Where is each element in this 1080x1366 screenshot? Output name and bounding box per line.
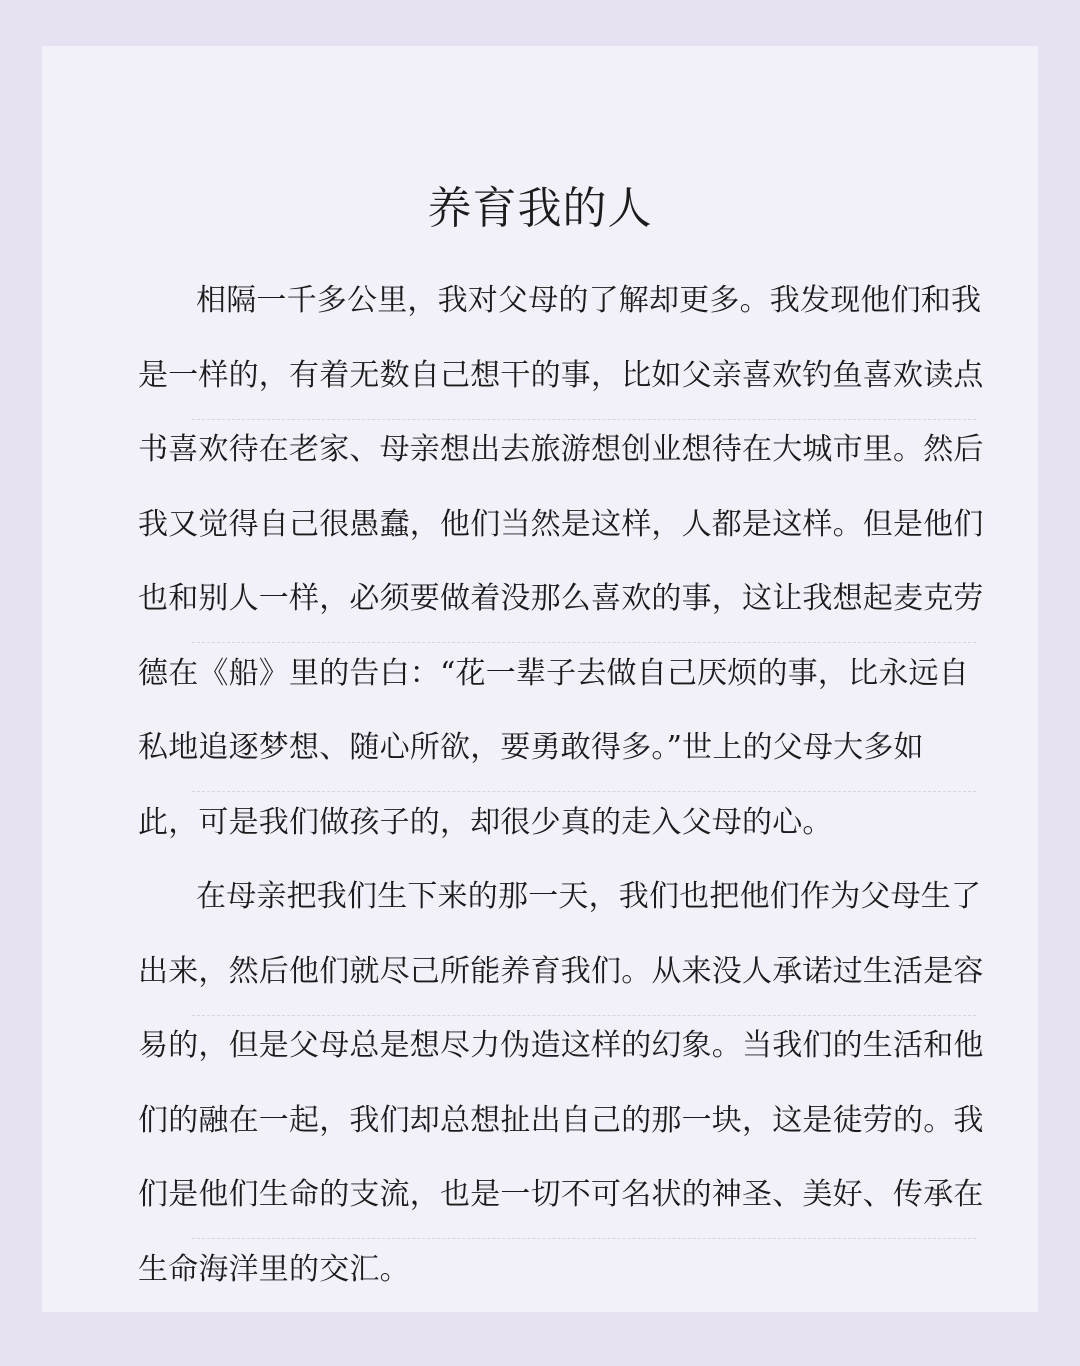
article-title: 养育我的人 bbox=[427, 183, 653, 234]
text-line: 德在《船》里的告白：“花一辈子去做自己厌烦的事，比永远自 bbox=[138, 655, 969, 691]
text-line: 也和别人一样，必须要做着没那么喜欢的事，这让我想起麦克劳 bbox=[138, 562, 1006, 637]
text-line: 在母亲把我们生下来的那一天，我们也把他们作为父母生了 bbox=[196, 879, 982, 914]
text-line: 书喜欢待在老家、母亲想出去旅游想创业想待在大城市里。然后 bbox=[138, 432, 984, 467]
text-line: 易的，但是父母总是想尽力伪造这样的幻象。当我们的生活和他 bbox=[138, 1028, 984, 1063]
text-line: 相隔一千多公里，我对父母的了解却更多。我发现他们和我 bbox=[196, 283, 982, 318]
text-line: 们是他们生命的支流，也是一切不可名状的神圣、美好、传承在 bbox=[138, 1158, 1006, 1233]
text-line: 此，可是我们做孩子的，却很少真的走入父母的心。 bbox=[138, 804, 833, 840]
paragraph-1 bbox=[138, 264, 1006, 860]
article-card bbox=[42, 46, 1038, 1312]
article-body bbox=[138, 264, 1006, 1307]
text-line: 们的融在一起，我们却总想扯出自己的那一块，这是徒劳的。我 bbox=[138, 1102, 984, 1138]
text-line: 出来，然后他们就尽己所能养育我们。从来没人承诺过生活是容 bbox=[138, 935, 1006, 1010]
text-line: 私地追逐梦想、随心所欲，要勇敢得多。”世上的父母大多如 bbox=[138, 711, 1006, 786]
text-line: 是一样的，有着无数自己想干的事，比如父亲喜欢钓鱼喜欢读点 bbox=[138, 339, 1006, 414]
text-line: 生命海洋里的交汇。 bbox=[138, 1251, 410, 1287]
text-line: 我又觉得自己很愚蠢，他们当然是这样，人都是这样。但是他们 bbox=[138, 506, 984, 542]
paragraph-2 bbox=[138, 860, 1006, 1307]
